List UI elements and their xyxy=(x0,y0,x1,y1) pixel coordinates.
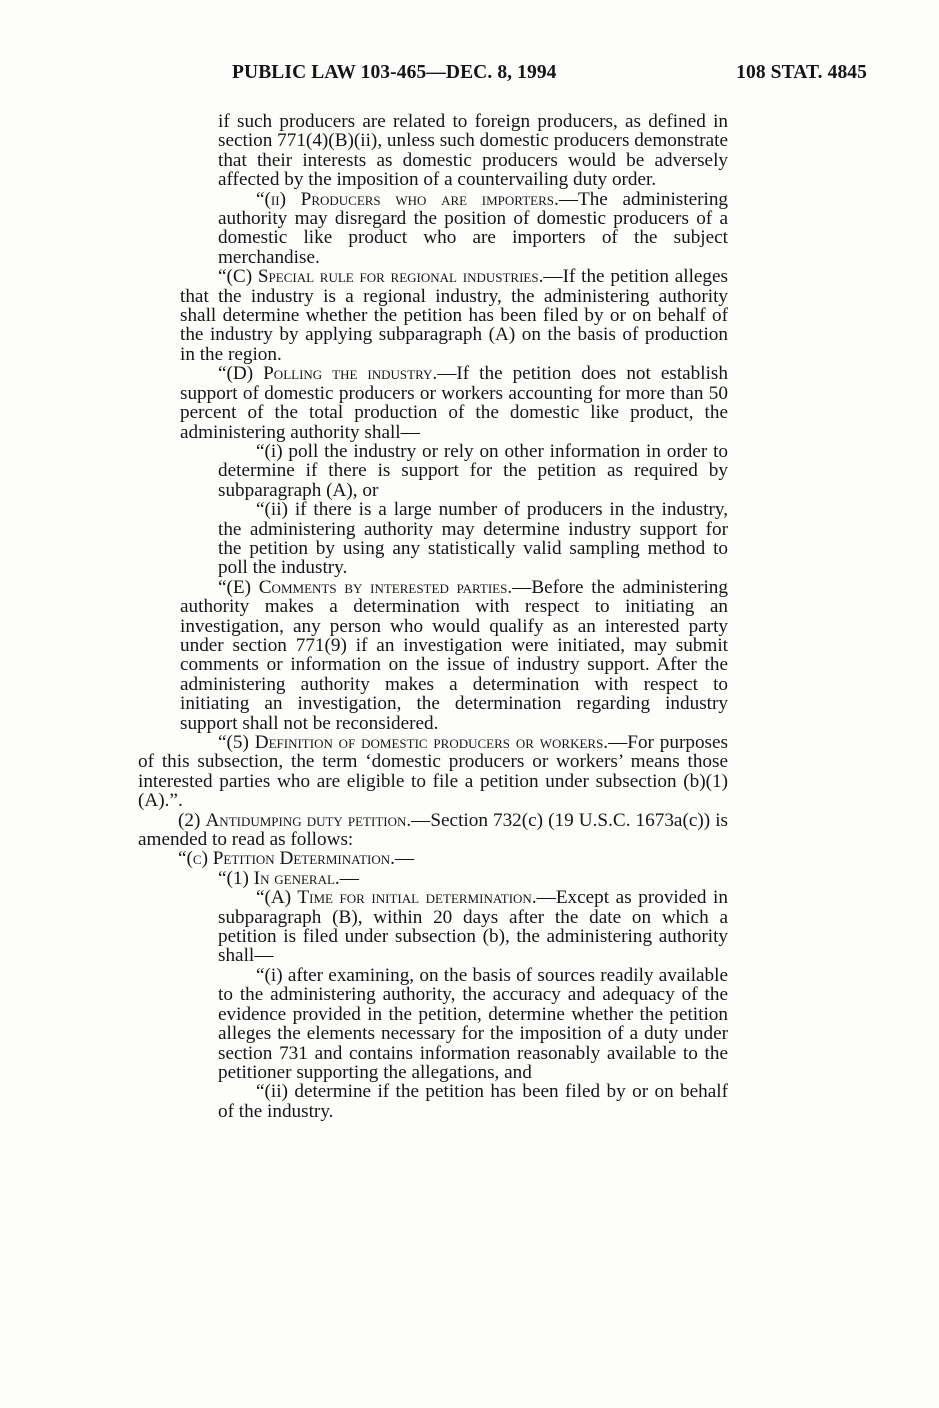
paragraph-c xyxy=(138,267,728,364)
paragraph-2-number: (2) xyxy=(178,809,206,831)
heading-antidumping-petition: Antidumping duty petition. xyxy=(205,809,412,831)
paragraph-1-a-text: —Except as provided in subparagraph (B), within 20 days after the date on which a petition is filed under subsection (b), the administering authority shall— xyxy=(218,887,728,967)
paragraph-5-text: —For purposes of this subsection, the term ‘domestic producers or workers’ means those interested parties who are eligible to file a petition under subsection (b)(1)(A).”. xyxy=(138,732,728,812)
header-public-law: PUBLIC LAW 103-465—DEC. 8, 1994 xyxy=(232,62,557,83)
heading-definition-domestic-producers: “(5) Definition of domestic producers or workers. xyxy=(218,732,609,753)
paragraph-d-text: —If the petition does not establish support of domestic producers or workers accounting for more than 50 percent of the total production of the domestic like product, the administering authority shall— xyxy=(180,363,728,443)
statute-body xyxy=(138,112,728,1121)
paragraph-2 xyxy=(138,811,728,850)
paragraph-e-text: —Before the administering authority makes a determination with respect to initiating an investigation, any person who would qualify as an interested party under section 771(9) if an investigation were initiated, may submit comments or information on the issue of industry support. After the administering authority makes a determination with respect to initiating an investigation, the determination regarding industry support shall not be reconsidered. xyxy=(180,576,728,734)
heading-time-initial-determination: “(A) Time for initial determination. xyxy=(256,887,537,909)
paragraph-e xyxy=(138,578,728,733)
heading-polling-industry: “(D) Polling the industry. xyxy=(218,363,438,385)
header-stat-citation: 108 STAT. 4845 xyxy=(736,62,867,83)
paragraph-c-text: —If the petition alleges that the industry is a regional industry, the administering authority shall determine whether the petition has been filed by or on behalf of the industry by applying subparagraph (A) on the basis of production in the region. xyxy=(180,266,728,365)
heading-comments-interested-parties: “(E) Comments by interested parties. xyxy=(218,576,513,598)
page-header xyxy=(232,62,867,86)
paragraph-5 xyxy=(138,733,728,811)
paragraph-2-text: —Section 732(c) (19 U.S.C. 1673a(c)) is amended to read as follows: xyxy=(138,809,728,851)
paragraph-b-ii xyxy=(138,190,728,268)
paragraph-1-a-ii: “(ii) determine if the petition has been filed by or on behalf of the industry. xyxy=(218,1081,728,1122)
paragraph-1-a xyxy=(138,888,728,966)
heading-producers-importers: “(ii) Producers who are importers. xyxy=(256,188,559,210)
paragraph-1-a-i: “(i) after examining, on the basis of sources readily available to the administering authority, the accuracy and adequacy of the evidence provided in the petition, determine whether the petition alleges the elements necessary for the imposition of a duty under section 731 and contains information reasonably available to the petitioner supporting the allegations, and xyxy=(218,964,728,1083)
paragraph-d-i: “(i) poll the industry or rely on other information in order to determine if there is support for the petition as required by subparagraph (A), or xyxy=(218,440,728,501)
paragraph-continuation: if such producers are related to foreign producers, as defined in section 771(4)(B)(ii), unless such domestic producers demonstrate that their interests as domestic producers would be adversely affected by the imposition of a countervailing duty order. xyxy=(218,111,728,191)
paragraph-d-ii: “(ii) if there is a large number of producers in the industry, the administering authority may determine industry support for the petition by using any statistically valid sampling method to poll the industry. xyxy=(218,499,728,579)
heading-petition-determination: “(c) Petition Determination.— xyxy=(178,848,415,870)
paragraph-d xyxy=(138,364,728,442)
heading-regional-industries: “(C) Special rule for regional industries. xyxy=(218,266,544,288)
paragraph-b-ii-text: —The administering authority may disregard the position of domestic producers of a domestic like product who are importers of the subject merchandise. xyxy=(218,188,729,268)
heading-in-general: “(1) In general.— xyxy=(218,867,359,889)
